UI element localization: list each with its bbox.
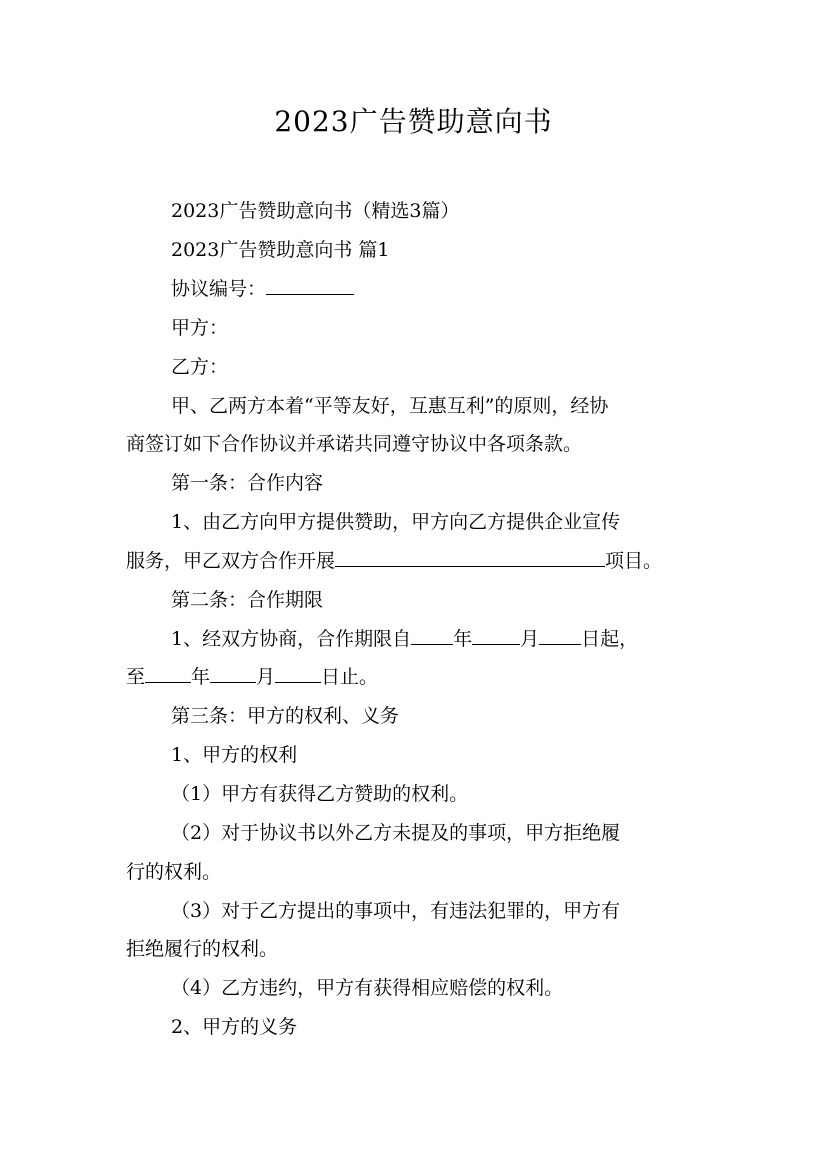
start-year-label: 年 [453, 628, 473, 650]
start-day-blank [539, 628, 581, 645]
article1-heading: 第一条：合作内容 [171, 472, 324, 494]
start-month-blank [472, 628, 520, 645]
project-name-blank [335, 550, 605, 567]
rights-heading: 1、甲方的权利 [171, 744, 298, 766]
article3-heading: 第三条：甲方的权利、义务 [171, 705, 400, 727]
article2-heading: 第二条：合作期限 [171, 589, 324, 611]
article1-line2 [126, 546, 662, 576]
intro-paragraph-line2: 商签订如下合作协议并承诺共同遵守协议中各项条款。 [126, 433, 583, 455]
article2-line2 [126, 662, 378, 692]
right-item-2-line2: 行的权利。 [126, 861, 222, 883]
agreement-number-label: 协议编号： [171, 278, 267, 300]
start-day-label: 日起， [581, 628, 639, 650]
article1-line2-prefix: 服务，甲乙双方合作开展 [126, 550, 336, 572]
end-day-blank [275, 666, 321, 683]
document-title: 2023广告赞助意向书 [274, 105, 553, 138]
right-item-3-line1: （3）对于乙方提出的事项中，有违法犯罪的，甲方有 [171, 900, 621, 922]
article2-line2-text: 至 [126, 666, 146, 688]
end-month-blank [210, 666, 256, 683]
party-a-label: 甲方： [171, 317, 229, 339]
end-year-label: 年 [191, 666, 211, 688]
article2-line1-text: 1、经双方协商，合作期限自 [171, 628, 412, 650]
end-year-blank [145, 666, 191, 683]
article2-line1 [171, 624, 638, 654]
end-month-label: 月 [256, 666, 276, 688]
party-b-label: 乙方： [171, 356, 229, 378]
intro-paragraph-line1: 甲、乙两方本着“平等友好，互惠互利”的原则，经协 [171, 395, 609, 417]
right-item-2-line1: （2）对于协议书以外乙方未提及的事项，甲方拒绝履 [171, 822, 621, 844]
right-item-1: （1）甲方有获得乙方赞助的权利。 [171, 783, 469, 805]
article1-line2-suffix: 项目。 [605, 550, 663, 572]
obligations-heading: 2、甲方的义务 [171, 1016, 298, 1038]
document-subtitle: 2023广告赞助意向书（精选3篇） [171, 200, 460, 222]
start-year-blank [411, 628, 453, 645]
right-item-3-line2: 拒绝履行的权利。 [126, 938, 279, 960]
article1-line1: 1、由乙方向甲方提供赞助，甲方向乙方提供企业宣传 [171, 511, 621, 533]
end-day-label: 日止。 [321, 666, 379, 688]
agreement-number-line [171, 274, 354, 304]
agreement-number-blank [266, 278, 354, 295]
start-month-label: 月 [520, 628, 540, 650]
right-item-4: （4）乙方违约，甲方有获得相应赔偿的权利。 [171, 977, 564, 999]
section-heading: 2023广告赞助意向书 篇1 [171, 239, 390, 261]
